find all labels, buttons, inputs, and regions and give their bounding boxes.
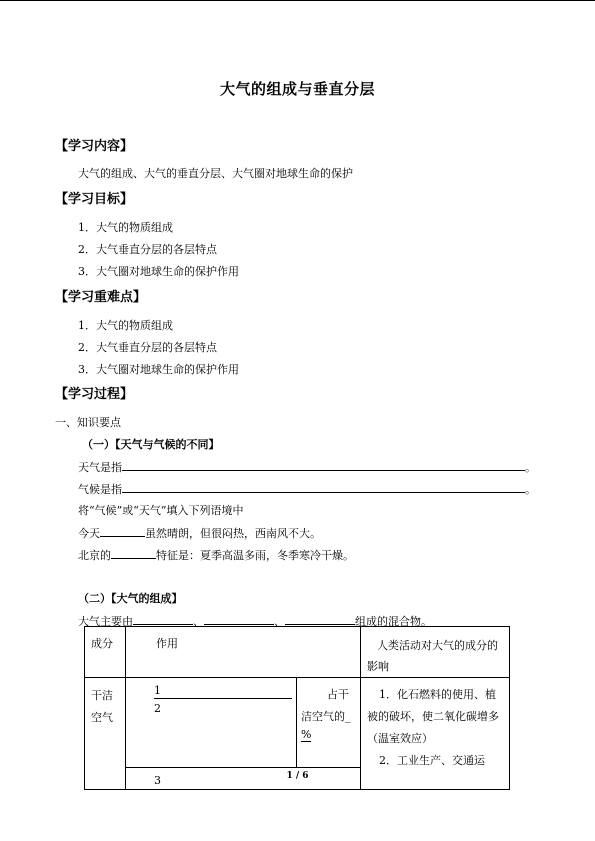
- impact-1: 1．化石燃料的使用、植被的破坏，使二氧化碳增多（温室效应）: [367, 688, 499, 745]
- goal-item-3: 3．大气圈对地球生命的保护作用: [78, 265, 239, 278]
- period: 。: [525, 461, 536, 474]
- sentence-2-pre: 北京的: [78, 549, 111, 562]
- weather-blank[interactable]: [122, 458, 525, 471]
- composition-blank-3[interactable]: [285, 612, 355, 625]
- top-border: [0, 0, 595, 1]
- item-1-label: 1: [154, 684, 161, 697]
- item-2-label: 2: [154, 702, 161, 715]
- heading-key-points: 【学习重难点】: [55, 290, 147, 305]
- fill-instruction: 将“气候”或“天气”填入下列语境中: [78, 504, 244, 517]
- composition-blank-2[interactable]: [204, 612, 274, 625]
- separator: 、: [274, 615, 285, 628]
- composition-post: 组成的混合物。: [355, 615, 432, 628]
- impact-2: 2．工业生产、交通运: [379, 754, 485, 767]
- part-1-label: 一、知识要点: [55, 416, 121, 429]
- goal-item-1: 1．大气的物质组成: [78, 221, 173, 234]
- percent-cell: [297, 678, 361, 768]
- heading-content: 【学习内容】: [55, 139, 134, 154]
- sentence-2-post: 特征是：夏季高温多雨，冬季寒冷干燥。: [156, 549, 354, 562]
- subsection-2-title: （二）【大气的组成】: [78, 592, 183, 605]
- goal-item-2: 2．大气垂直分层的各层特点: [78, 243, 217, 256]
- sentence-1-post: 虽然晴朗，但很闷热，西南风不大。: [145, 527, 321, 540]
- header-component: 成分: [91, 637, 113, 650]
- composition-table: [84, 626, 510, 790]
- sentence-2-blank[interactable]: [111, 546, 156, 559]
- sentence-2: [78, 546, 354, 563]
- weather-definition-line: [78, 458, 536, 475]
- heading-process: 【学习过程】: [55, 387, 134, 402]
- row-label: 干洁空气: [91, 689, 113, 724]
- header-component-cell: [85, 627, 126, 678]
- item-2-row: [154, 702, 292, 715]
- sentence-1: [78, 524, 321, 541]
- climate-blank[interactable]: [122, 480, 525, 493]
- sentence-1-blank[interactable]: [100, 524, 145, 537]
- sentence-1-pre: 今天: [78, 527, 100, 540]
- climate-definition-line: [78, 480, 536, 497]
- item-1-row: [154, 684, 292, 699]
- separator: 、: [193, 615, 204, 628]
- item-3-label: 3: [154, 774, 161, 787]
- content-text: 大气的组成、大气的垂直分层、大气圈对地球生命的保护: [78, 167, 353, 180]
- climate-label: 气候是指: [78, 483, 122, 496]
- key-item-2: 2．大气垂直分层的各层特点: [78, 341, 217, 354]
- percent-sign: %: [301, 728, 312, 741]
- heading-goals: 【学习目标】: [55, 192, 134, 207]
- page-number: 1 / 6: [286, 771, 309, 781]
- composition-pre: 大气主要由: [78, 615, 133, 628]
- header-impact: 人类活动对大气的成分的影响: [367, 639, 498, 673]
- key-item-3: 3．大气圈对地球生命的保护作用: [78, 363, 239, 376]
- weather-label: 天气是指: [78, 461, 122, 474]
- header-function-cell: [126, 627, 361, 678]
- percent-text: 占干洁空气的_: [301, 688, 351, 723]
- header-function: 作用: [156, 637, 178, 650]
- composition-blank-1[interactable]: [133, 612, 193, 625]
- function-items-cell: [126, 678, 297, 768]
- subsection-1-title: （一）【天气与气候的不同】: [82, 438, 220, 451]
- page-title: 大气的组成与垂直分层: [219, 80, 375, 98]
- header-impact-cell: [361, 627, 510, 678]
- period: 。: [525, 483, 536, 496]
- key-item-1: 1．大气的物质组成: [78, 319, 173, 332]
